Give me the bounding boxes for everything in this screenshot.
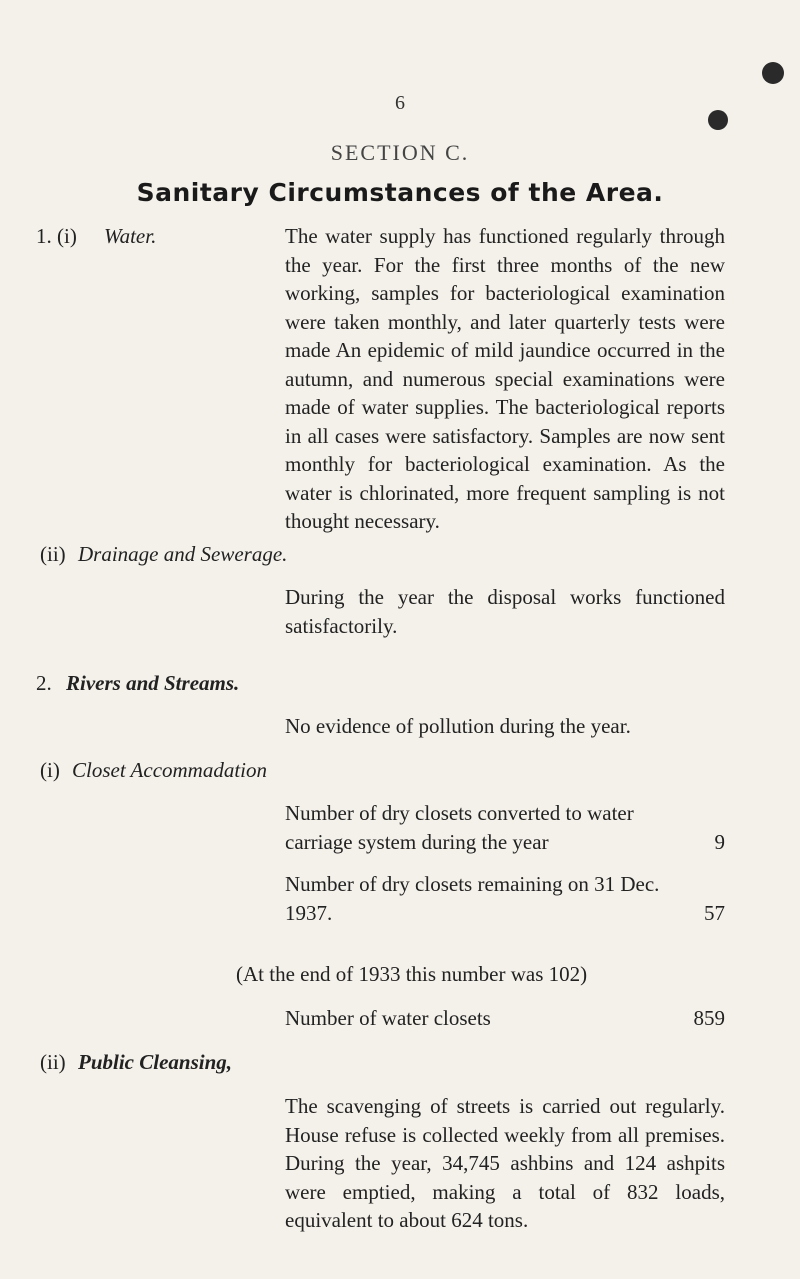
closets-converted-label-line2: carriage system during the year	[285, 829, 549, 854]
page-number: 6	[395, 92, 405, 114]
closets-remaining-value: 57	[704, 900, 725, 925]
item-number-rivers: 2.	[36, 671, 52, 695]
closets-converted-value: 9	[714, 829, 725, 854]
closets-remaining-label-line2: 1937.	[285, 900, 333, 925]
water-closets-label: Number of water closets	[285, 1006, 491, 1030]
item-number-cleansing: (ii)	[40, 1050, 66, 1074]
rivers-title: Rivers and Streams.	[66, 671, 240, 695]
rivers-paragraph: No evidence of pollution during the year.	[285, 714, 631, 738]
drainage-title: Drainage and Sewerage.	[78, 542, 288, 566]
closets-converted-label-line1: Number of dry closets converted to water	[285, 801, 634, 825]
cleansing-paragraph: The scavenging of streets is carried out regularly. House refuse is collected weekly from all premises. During the year, 34,745 ashbins and 124 ashpits were emptied, making a total of 832 loads, equivalent to about 624 tons.	[285, 1094, 725, 1232]
water-paragraph: The water supply has functioned regularly through the year. For the first three months of the new working, samples for bacteriological examination were taken monthly, and later quarterly tests were made An epidemic of mild jaundice occurred in the autumn, and numerous special examinations were made of water supplies. The bacteriological reports in all cases were satisfactory. Samples are now sent monthly for bacteriological examination. As the water is chlorinated, more frequent sampling is not thought necessary.	[285, 224, 725, 533]
ink-blot-mark	[708, 110, 728, 130]
water-title: Water.	[104, 224, 157, 248]
item-number-closet: (i)	[40, 758, 60, 782]
ink-blot-mark	[762, 62, 784, 84]
closets-converted-block	[285, 799, 725, 856]
section-label: SECTION C.	[330, 140, 470, 165]
closets-note: (At the end of 1933 this number was 102)	[236, 962, 588, 986]
water-closets-row	[285, 1004, 725, 1033]
closets-remaining-block	[285, 870, 725, 927]
page-title: Sanitary Circumstances of the Area.	[136, 178, 664, 207]
item-number-drainage: (ii)	[40, 542, 66, 566]
water-closets-value: 859	[693, 1006, 725, 1030]
item-number-water: 1. (i)	[36, 224, 77, 248]
closet-title: Closet Accommadation	[72, 758, 268, 782]
closets-remaining-label-line1: Number of dry closets remaining on 31 Dec.	[285, 872, 660, 896]
drainage-paragraph: During the year the disposal works functioned satisfactorily.	[285, 585, 725, 638]
cleansing-title: Public Cleansing,	[78, 1050, 233, 1074]
